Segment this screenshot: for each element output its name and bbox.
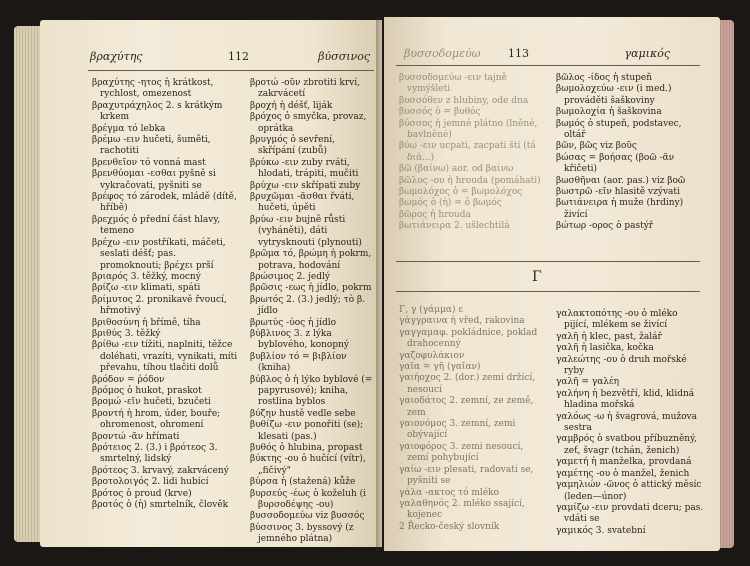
right-col2-lower-entry: γαλεώτης -ου ὁ druh mořské ryby [556,354,687,377]
page-edges-left [14,26,42,542]
right-col2-lower-entry: γαλῆ = γαλέη [556,377,620,388]
right-col2-upper-entry: βώσας = βοήσας (βοῶ -ᾶν křičeti) [556,152,675,175]
left-col2-entry: βυβλίον τό = βιβλίον (kniha) [250,351,347,374]
right-col1-lower-entry: Γ, γ (γάμμα) ε [399,305,463,315]
left-col1-entry: βροντώ -ᾶν hřímati [92,431,180,442]
left-col2-entry: βροχή ἡ déšť, liják [250,100,333,111]
left-header-rule [88,70,374,71]
left-col2-entry: βύβλος ὁ ἡ lýko byblové (= papyrusové); kniha, rostlina byblos [250,374,373,408]
left-col1-entry: βρενθεῖον τό vonná mast [92,157,206,168]
right-col2-lower-entry: γαλακτοπότης -ου ὁ mléko pijící, mlékem se živící [556,309,678,331]
left-col2-entry: βρύκω -ειν zuby rváti, hlodati, trápiti, mučiti [250,157,359,180]
right-col2-lower-entry: γαμικός 3. svatební [556,525,646,536]
left-col1-entry: βροντή ἡ hrom, úder, bouře; ohromenost, ohromení [92,408,221,431]
left-page [40,20,382,547]
right-col2-upper-entry: βώτωρ -ορος ὁ pastýř [556,221,654,232]
right-col2-lower-entry: γαλήνη ἡ bezvětří, klid, klidná hladina mořská [556,388,695,411]
right-col1-lower-entry: γαιοδάτος 2. zemní, ze země, zem [399,396,534,418]
left-col2-entry: βύρσα ἡ (stažená) kůže [250,477,356,488]
right-col1-lower-entry: γαίω -ειν plesati, radovati se, pyšniti se [399,464,534,487]
right-col1-upper-entry: βύω -ειν ucpati, zacpati ští (tá διά...) [399,141,536,163]
right-col2-upper-entry: βῶλος -ίδος ἡ stupeň [556,73,653,83]
right-col1-lower-entry: γαῖα = γῆ (γαῖαν) [399,362,481,373]
left-col2-entry: βύσσινος 3. byssový (z jemného plátna) [250,522,354,545]
right-col2-upper-entry: βωσθῆναι (aor. pas.) viz βοῶ [556,175,686,186]
right-header-rule [396,65,700,66]
left-col1-entry: βρίμυτος 2. pronikavě řvoucí, hřmotivý [92,294,227,317]
left-col2-entry: βρῶσις -εως ἡ jídlo, pokrm [250,283,372,294]
right-page-number: 113 [508,47,529,60]
right-col1-lower-entry: γαλαθηνός 2. mléko ssající, kojenec [399,498,525,521]
right-page-column-1-lower [399,305,541,533]
right-col1-upper-entry: βυσσοδομεύω -ειν tajně vymýšleti [399,73,507,95]
left-col1-entry: βροτός ὁ (ἡ) smrtelník, člověk [92,500,229,511]
section-rule-top [396,261,700,262]
left-col1-entry: βρενθύομαι -εσθαι pyšně si vykračovati, pyšniti se [92,169,216,191]
right-col2-lower-entry: γαλῆ ἡ klec, past, žalář [556,331,662,342]
left-col2-entry: βροτώ -οῦν zbrotiti krví, zakrvácetí [250,78,361,100]
left-col1-entry: βρομώ -εῖν hučeti, bzučeti [92,397,211,408]
right-col2-lower-entry: γαμέτης -ου ὁ manžel, ženich [556,468,690,479]
right-col2-lower-entry: γαμίζω -ειν provdati dceru; pas. vdáti se [556,502,704,525]
right-col1-lower-entry: γαγγαμαφ. pokládnice, poklad drahocenný [399,327,538,350]
right-col2-upper-entry: βωτιάνειρα ἡ muže (hrdiny) živící [556,198,684,220]
left-col2-entry: βύβλινος 3. z lýka byblového, konopný [250,328,349,351]
right-col1-lower-entry: γάλα -ακτος τό mléko [399,487,500,498]
left-col1-entry: βρότειος 2. (3.) i βρότεος 3. smrtelný, lidský [92,443,218,465]
right-col1-lower-entry: γαιήοχος 2. (dor.) zemi držící, nesoucí [399,373,536,395]
right-page-header [384,47,720,63]
left-col2-entry: βρόχος ὁ smyčka, provaz, oprátka [250,112,367,134]
left-col2-entry: βρωτύς -ύος ἡ jídlo [250,317,336,328]
right-col1-upper-entry: βωτιάνειρα 2. ušlechtilá [399,221,510,232]
right-col2-upper-entry: βωμολοχία ἡ šaškovina [556,107,662,118]
left-col2-entry: βρυχῶμαι -ᾶσθαι řváti, hučeti, úpěti [250,192,355,214]
right-col2-upper-entry: βῶν, βῶς viz βοῦς [556,141,637,152]
left-col2-entry: βυσσοδομεύω viz βυσσός [250,511,365,522]
section-letter-gamma: Γ [532,269,542,285]
left-col1-entry: βριαρός 3. těžký, mocný [92,271,201,282]
right-col1-lower-entry: γάγγραινα ἡ vřed, rakovina [399,316,525,327]
left-col1-entry: βροτολοιγός 2. lidi hubící [92,477,209,488]
left-page-column-1 [92,78,240,511]
left-col2-entry: βυθίζω -ειν ponořiti (se); klesati (pas.) [250,420,364,442]
left-col1-entry: βριθοσύνη ἡ břímě, tíha [92,317,201,328]
left-col2-entry: βρυγμός ὁ sevření, skřípání (zubů) [250,135,335,157]
right-page-column-2-upper [556,73,704,233]
right-col2-lower-entry: γαμετή ἡ manželka, provdaná [556,457,692,468]
right-col1-upper-entry: βωμολόχος ὁ = βωμολόχος [399,187,523,198]
right-header-guide-word-last: γαμικός [624,47,670,60]
right-col1-upper-entry: βωμός ὁ (ἡ) = ὁ βωμός [399,198,502,209]
right-page-column-2-lower [556,309,704,537]
left-col1-entry: βρεχμός ὁ přední část hlavy, temeno [92,214,221,237]
right-col1-upper-entry: βύσσος ἡ jemné plátno (lněné, bavlněné) [399,118,538,141]
right-col2-lower-entry: γαλῆ ἡ lasička, kočka [556,343,654,354]
left-col1-entry: βρίθω -ειν tížiti, naplniti, těžce doléhati, vrazíti, vynikati, míti převahu, tíhou tlačiti dolů [92,340,238,374]
left-col1-entry: βραχυτράχηλος 2. s krátkým krkem [92,100,223,123]
left-col2-entry: βρῶμα τό, βρώμη ἡ pokrm, potrava, hodování [250,249,372,271]
left-page-column-2 [250,78,374,546]
left-col1-entry: βρόμος ὁ hukot, praskot [92,385,202,396]
left-header-guide-word-first: βραχύτης [90,50,143,63]
right-page [384,17,720,551]
left-header-guide-word-last: βύσσινος [318,50,370,63]
right-col1-upper-entry: βῶρος ἡ hrouda [399,209,471,220]
right-col2-lower-entry: γαμηλιών -ῶνος ὁ attický měsíc (leden—únor) [556,480,702,502]
right-col1-lower-entry: γαιονόμος 3. zemní, zemi obývající [399,419,516,441]
left-col2-entry: βύκτης -ου ὁ hučící (vítr), „fičivý" [250,454,366,476]
left-page-number: 112 [228,50,249,63]
right-col1-upper-entry: βῶλος -ου ἡ hrouda (pomáhati) [399,175,541,186]
left-col2-entry: βρωτός 2. (3.) jedlý; τὸ β. jídlo [250,294,366,317]
left-col1-entry: βραχύτης -ητος ἡ krátkost, rychlost, omezenost [92,78,214,100]
left-col2-entry: βρύχω -ειν skřípati zuby [250,180,361,191]
right-col1-lower-entry: γαζοφυλάκιον [399,350,465,361]
left-col1-entry: βρότεος 3. krvavý, zakrvácený [92,465,229,476]
left-col1-entry: βρίζω -ειν klimati, spáti [92,283,201,294]
right-col2-upper-entry: βωστρῶ -εῖν hlasitě vzývati [556,187,680,198]
left-col1-entry: βρέγμα τό lebka [92,123,166,134]
left-col2-entry: βρώσιμος 2. jedlý [250,271,330,282]
right-col1-lower-entry: γαιοφόρος 3. zemi nesoucí, zemí pohybující [399,441,524,464]
left-col1-entry: βρέμω -ειν hučeti, šuměti, rachotiti [92,135,211,157]
right-col1-upper-entry: βῶ (βαίνω) aor. od βαίνω [399,164,514,175]
right-col2-upper-entry: βωμός ὁ stupeň, podstavec, oltář [556,118,682,141]
right-page-column-1-upper [399,73,541,233]
left-page-header [40,50,382,66]
page-edges-right [718,20,734,548]
left-col1-entry: βρέφος τό zárodek, mládě (dítě, hříbě) [92,192,237,214]
right-col2-lower-entry: γαλόως -ω ἡ švagrová, mužova sestra [556,411,697,434]
left-col1-entry: βρέχω -ειν postříkati, máčeti, seslati déšť; pas. promoknouti; βρέχει prší [92,237,226,271]
right-col1-upper-entry: βυσσόθεν z hlubiny, ode dna [399,95,529,106]
left-col1-entry: βρόδον = ῥόδον [92,374,165,385]
right-col2-lower-entry: γαμβρός ὁ svatbou příbuzněný, zeť, švagr (tchán, ženich) [556,434,697,456]
section-rule-bottom [396,291,700,292]
right-header-guide-word-first: βυσσοδομεύω [404,47,481,60]
left-col2-entry: βυρσεύς -έως ὁ koželuh (i βυρσοδέψης -ου) [250,488,367,511]
left-col2-entry: βυθός ὁ hlubina, propast [250,443,363,453]
right-col1-upper-entry: βυσσός ὁ = βυθός [399,107,481,118]
left-col1-entry: βρότος ὁ proud (krve) [92,488,192,499]
right-col2-upper-entry: βωμολοχεύω -ειν (i med.) prováděti šaškoviny [556,84,672,106]
right-col1-lower-entry: 2 Řecko-český slovník [399,521,500,532]
left-col2-entry: βρύω -ειν bujně růsti (vyháněti), dáti vytrysknouti (plynouti) [250,214,362,248]
left-col1-entry: βριθύς 3. těžký [92,328,161,339]
left-col2-entry: βύζην hustě vedle sebe [250,408,356,419]
